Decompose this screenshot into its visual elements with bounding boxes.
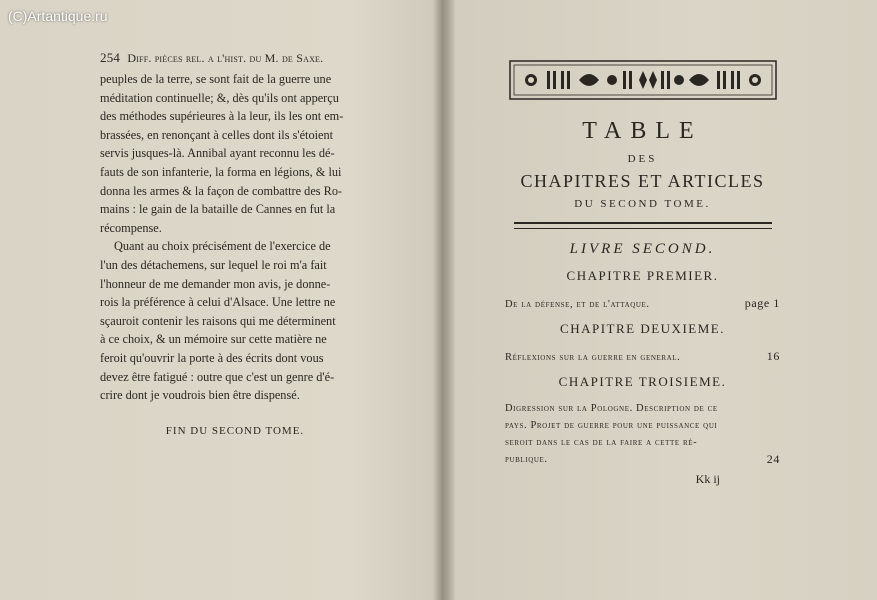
text-line: l'honneur de me demander mon avis, je donne-	[100, 276, 331, 291]
toc-entry-line: publique.	[505, 454, 548, 465]
running-header	[100, 50, 370, 66]
ornament-band-icon	[509, 60, 777, 100]
text-line: sçauroit contenir les raisons qui me déterminent	[100, 313, 336, 328]
table-title: TABLE	[582, 118, 703, 144]
toc-entry-2	[505, 349, 780, 364]
text-line: brassées, en renonçant à celles dont ils s'étoient	[100, 127, 334, 142]
des-label: DES	[627, 153, 658, 165]
left-page	[100, 50, 370, 437]
paragraph-2	[100, 237, 370, 404]
text-line: l'un des détachemens, sur lequel le roi m'a fait	[100, 257, 327, 272]
running-header-text: Diff. pièces rel. a l'hist. du M. de Saxe.	[127, 51, 324, 65]
watermark: (C)Artantique.ru	[8, 8, 108, 24]
toc-entry-text: Réflexions sur la guerre en general.	[505, 352, 681, 363]
text-line: à ce choix, & un mémoire sur cette matière ne	[100, 332, 327, 347]
toc-entry-1	[505, 296, 780, 311]
toc-entry-last-line	[505, 451, 780, 468]
toc-entry-page: page 1	[744, 296, 780, 310]
toc-entry-page: 16	[766, 349, 780, 363]
text-line: Quant au choix précisément de l'exercice de	[114, 239, 331, 254]
toc-entry-line: seroit dans le cas de la faire a cette ré-	[505, 437, 698, 448]
toc-entry-3	[505, 400, 780, 468]
fin-du-tome: FIN DU SECOND TOME.	[165, 424, 305, 437]
toc-entry-line: Digression sur la Pologne. Description de ce	[505, 403, 718, 414]
signature-mark: Kk ij	[695, 472, 720, 486]
text-line: crire dont je voudrois bien être dispensé.	[100, 388, 300, 403]
text-line: fauts de son infanterie, la forma en légions, & lui	[100, 164, 342, 179]
right-page	[505, 60, 780, 487]
chapitre-troisieme: CHAPITRE TROISIEME.	[558, 374, 727, 389]
text-line: donna les armes & la façon de combattre des Ro-	[100, 183, 343, 198]
chapitre-deuxieme: CHAPITRE DEUXIEME.	[560, 321, 725, 336]
livre-second: LIVRE SECOND.	[569, 241, 716, 257]
page-number: 254	[100, 50, 121, 65]
text-line: peuples de la terre, se sont fait de la guerre une	[100, 72, 332, 86]
toc-entry-text: De la défense, et de l'attaque.	[505, 299, 650, 310]
text-line: des méthodes supérieures à la leur, ils les ont em-	[100, 109, 344, 124]
paragraph-1	[100, 70, 370, 237]
book-gutter	[432, 0, 456, 600]
text-line: méditation continuelle; &, dès qu'ils ont apperçu	[100, 90, 339, 105]
toc-entry-line: pays. Projet de guerre pour une puissance qui	[505, 420, 718, 431]
text-line: récompense.	[100, 220, 162, 235]
chapitre-premier: CHAPITRE PREMIER.	[566, 268, 719, 283]
toc-entry-page: 24	[766, 452, 780, 466]
text-line: servis jusques-là. Annibal ayant reconnu les dé-	[100, 146, 335, 161]
text-line: rois la préférence à celui d'Alsace. Une lettre ne	[100, 295, 336, 310]
text-line: mains : le gain de la bataille de Cannes en fut la	[100, 202, 336, 217]
left-body-text	[100, 70, 370, 405]
chapters-title: CHAPITRES ET ARTICLES	[520, 171, 765, 191]
du-second-tome: DU SECOND TOME.	[574, 198, 711, 210]
text-line: devez être fatigué : outre que c'est un genre d'é-	[100, 369, 335, 384]
text-line: feroit qu'ouvrir la porte à des écrits dont vous	[100, 350, 324, 365]
double-rule	[514, 222, 772, 229]
